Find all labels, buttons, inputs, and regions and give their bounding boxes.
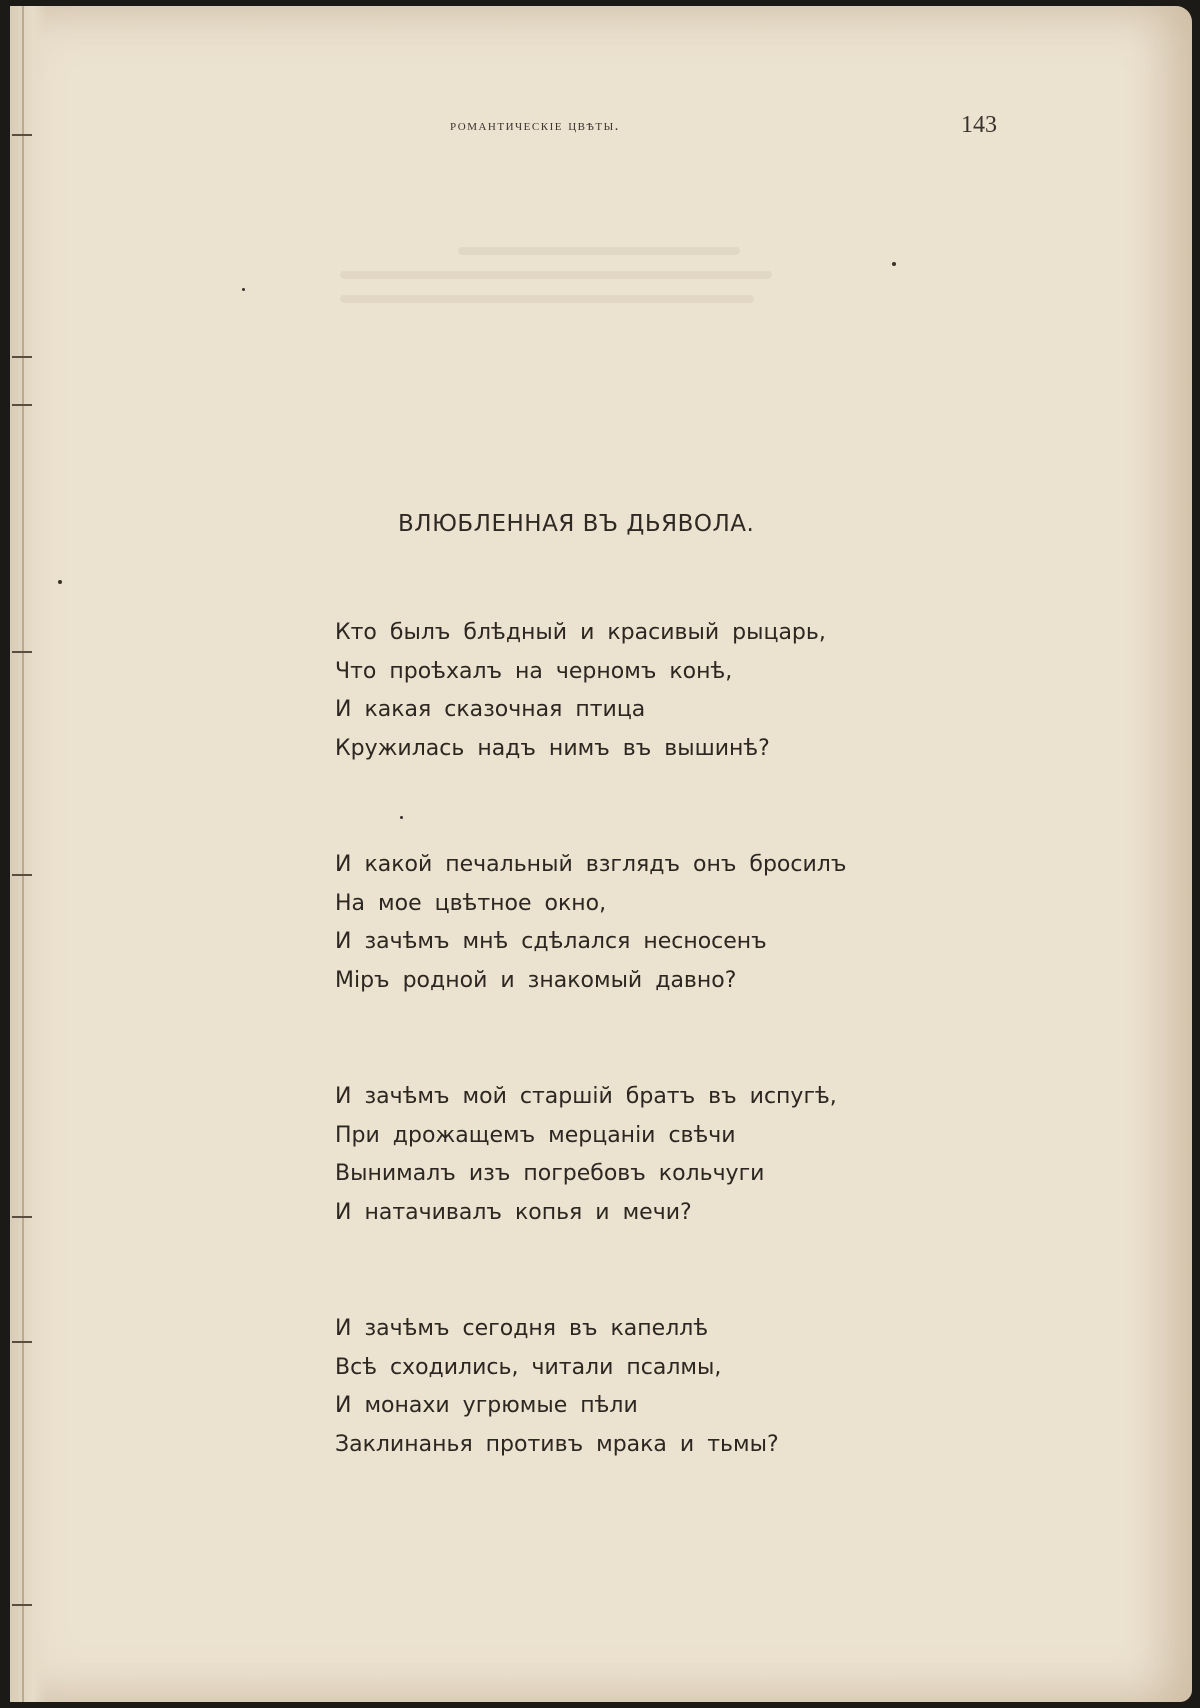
poem-line: И какая сказочная птица — [335, 697, 646, 722]
poem-line: И зачѣмъ мнѣ сдѣлался несносенъ — [335, 929, 767, 954]
poem-line: На мое цвѣтное окно, — [335, 890, 607, 916]
poem-line: И зачѣмъ сегодня въ капеллѣ — [335, 1316, 709, 1341]
poem-line: И монахи угрюмые пѣли — [335, 1393, 638, 1418]
stanza-1 — [335, 614, 955, 768]
book-page — [10, 6, 1192, 1702]
poem-line: Кружилась надъ нимъ въ вышинѣ? — [335, 735, 770, 761]
poem-title: ВЛЮБЛЕННАЯ ВЪ ДЬЯВОЛА. — [398, 511, 755, 537]
stanza-3 — [335, 1078, 955, 1232]
poem-line: Всѣ сходились, читали псалмы, — [335, 1354, 722, 1380]
poem-line: И зачѣмъ мой старшій братъ въ испугѣ, — [335, 1084, 837, 1109]
binding-stitch — [12, 356, 32, 358]
running-head: романтическіе цвѣты. — [450, 118, 620, 134]
stanza-4 — [335, 1310, 955, 1464]
binding-stitch — [12, 1604, 32, 1606]
poem-line: При дрожащемъ мерцаніи свѣчи — [335, 1122, 736, 1148]
binding-stitch — [12, 134, 32, 136]
binding-line — [22, 6, 24, 1702]
poem-body — [335, 614, 955, 1542]
show-through-text — [340, 231, 810, 351]
binding-stitch — [12, 874, 32, 876]
binding-stitch — [12, 1216, 32, 1218]
poem-line: И какой печальный взглядъ онъ бросилъ — [335, 852, 847, 877]
poem-line: Міръ родной и знакомый давно? — [335, 967, 737, 993]
poem-line: Вынималъ изъ погребовъ кольчуги — [335, 1161, 765, 1186]
poem-line: Заклинанья противъ мрака и тьмы? — [335, 1431, 779, 1457]
binding-stitch — [12, 1341, 32, 1343]
paper-speck — [58, 580, 62, 584]
page-number: 143 — [961, 112, 997, 138]
paper-speck — [892, 262, 896, 266]
poem-line: Кто былъ блѣдный и красивый рыцарь, — [335, 620, 826, 645]
binding-stitch — [12, 404, 32, 406]
poem-line: И натачивалъ копья и мечи? — [335, 1199, 692, 1225]
binding-stitch — [12, 651, 32, 653]
page-gutter — [10, 6, 48, 1702]
stanza-2 — [335, 846, 955, 1000]
poem-line: Что проѣхалъ на черномъ конѣ, — [335, 658, 733, 684]
paper-speck — [242, 288, 245, 291]
